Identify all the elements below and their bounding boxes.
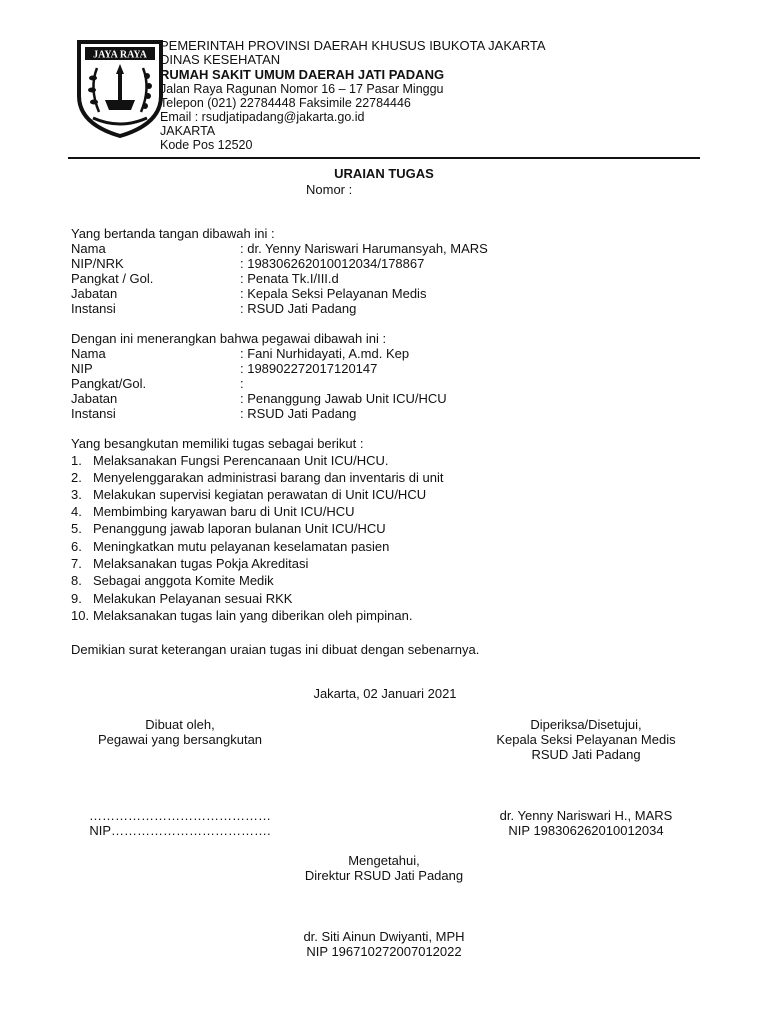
duty-item: 5. Penanggung jawab laporan bulanan Unit ICU/HCU xyxy=(71,521,386,536)
right-sign-role: Kepala Seksi Pelayanan Medis xyxy=(496,732,676,747)
right-sign-approved: Diperiksa/Disetujui, xyxy=(530,717,642,732)
svg-text:JAYA RAYA: JAYA RAYA xyxy=(93,49,147,61)
right-sign-institution: RSUD Jati Padang xyxy=(531,747,641,762)
employee-intro: Dengan ini menerangkan bahwa pegawai dibawah ini : xyxy=(71,331,387,346)
left-sign-role: Pegawai yang bersangkutan xyxy=(97,732,263,747)
right-sign-nip: NIP 198306262010012034 xyxy=(508,823,664,838)
letterhead-divider xyxy=(68,157,700,159)
duty-item: 9. Melakukan Pelayanan sesuai RKK xyxy=(71,591,293,606)
left-sign-name: …………………………………… xyxy=(89,808,271,823)
document-title: URAIAN TUGAS xyxy=(334,166,434,181)
letterhead-email: Email : rsudjatipadang@jakarta.go.id xyxy=(160,110,365,124)
center-sign-role: Direktur RSUD Jati Padang xyxy=(304,868,464,883)
letterhead-phone: Telepon (021) 22784448 Faksimile 22784446 xyxy=(160,96,411,110)
duties-intro: Yang besangkutan memiliki tugas sebagai berikut : xyxy=(71,436,364,451)
duty-item: 4. Membimbing karyawan baru di Unit ICU/HCU xyxy=(71,504,355,519)
duty-item: 1. Melaksanakan Fungsi Perencanaan Unit ICU/HCU. xyxy=(71,453,389,468)
duty-item: 2. Menyelenggarakan administrasi barang dan inventaris di unit xyxy=(71,470,444,485)
duty-item: 8. Sebagai anggota Komite Medik xyxy=(71,573,274,588)
center-sign-acknowledged: Mengetahui, xyxy=(348,853,420,868)
letterhead-hospital-name: RUMAH SAKIT UMUM DAERAH JATI PADANG xyxy=(160,67,445,82)
left-sign-nip: NIP………………………………. xyxy=(89,823,271,838)
left-sign-made-by: Dibuat oleh, xyxy=(145,717,215,732)
letterhead-line2: DINAS KESEHATAN xyxy=(160,52,281,67)
center-sign-name: dr. Siti Ainun Dwiyanti, MPH xyxy=(303,929,465,944)
document-number: Nomor : xyxy=(306,182,353,197)
duty-item: 7. Melaksanakan tugas Pokja Akreditasi xyxy=(71,556,309,571)
letterhead-line1: PEMERINTAH PROVINSI DAERAH KHUSUS IBUKOTA JAKARTA xyxy=(160,38,546,53)
right-sign-name: dr. Yenny Nariswari H., MARS xyxy=(499,808,673,823)
letterhead-city: JAKARTA xyxy=(160,124,216,138)
letterhead-address: Jalan Raya Ragunan Nomor 16 – 17 Pasar Minggu xyxy=(160,82,444,96)
duty-item: 3. Melakukan supervisi kegiatan perawatan di Unit ICU/HCU xyxy=(71,487,427,502)
center-sign-nip: NIP 196710272007012022 xyxy=(306,944,462,959)
jaya-raya-seal-logo xyxy=(75,38,165,138)
signer-intro: Yang bertanda tangan dibawah ini : xyxy=(71,226,275,241)
letterhead-postal-code: Kode Pos 12520 xyxy=(160,138,253,152)
duty-item: 10. Melaksanakan tugas lain yang diberikan oleh pimpinan. xyxy=(71,608,413,623)
place-date: Jakarta, 02 Januari 2021 xyxy=(313,686,457,701)
duty-item: 6. Meningkatkan mutu pelayanan keselamatan pasien xyxy=(71,539,390,554)
closing-statement: Demikian surat keterangan uraian tugas ini dibuat dengan sebenarnya. xyxy=(71,642,480,657)
